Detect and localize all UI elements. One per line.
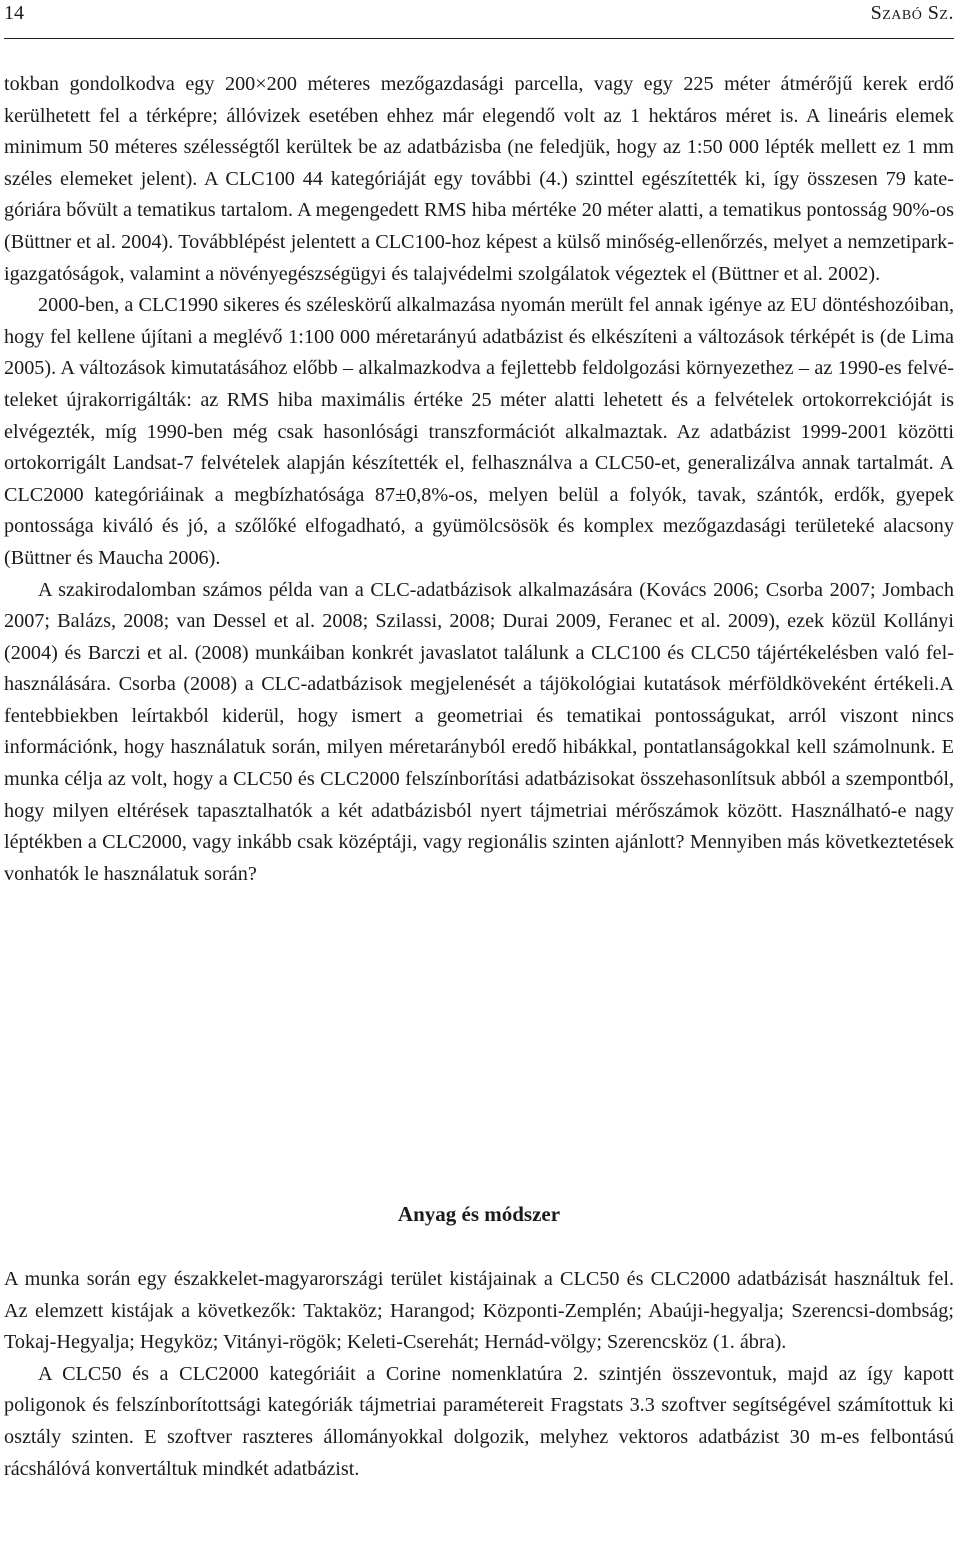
section-paragraph-2: A CLC50 és a CLC2000 kategóriáit a Corine nomenklatúra 2. szintjén összevontuk, majd az így kapott poligonok és felszínborítottsági kategóriák tájmetriai paramétereit Fragstats 3.3 szoftver segítségével számítottuk ki osztály szinten. E szoftver raszteres állományokkal dolgozik, melyhez vektoros adatbázist 30 m-es felbontású rácshálóvá konvertáltuk mindkét adatbázist. [4,1362,954,1480]
running-head: Szabó Sz. [870,2,954,24]
page-number: 14 [4,2,24,24]
section-heading: Anyag és módszer [397,1202,561,1226]
paragraph-2: 2000-ben, a CLC1990 sikeres és széleskörű alkalmazása nyomán merült fel annak igénye az EU döntéshozóiban, hogy fel kellene újítani a meglévő 1:100 000 méretarányú adatbázist és elkészíteni a változások térképét is (de Lima 2005). A változások kimutatásához előbb – alkalmazkodva a fejlettebb feldolgozási környezethez – az 1990-es felvételeket újrakorrigálták: az RMS hiba maximális értéke 25 méter alatti lehetett és a felvételek ortokorrekcióját is elvégezték, míg 1990-ben még csak hasonlósági transzformációt alkalmaztak. Az adatbázist 1999-2001 közötti ortokorrigált Landsat-7 felvételek alapján készítették el, felhasználva a CLC50-et, generalizálva annak tartalmát. A CLC2000 kategóriáinak a megbízhatósága 87±0,8%-os, melyen belül a folyók, tavak, szántók, erdők, gyepek pontossága kiváló és jó, a szőlőké elfogadható, a gyümölcsösök és komplex mezőgazdasági területeké alacsony (Büttner és Maucha 2006). [4,294,954,569]
section-text [4,1264,954,1485]
page [4,0,954,1480]
paragraph-1: tokban gondolkodva egy 200×200 méteres mezőgazdasági parcella, vagy egy 225 méter átmérőjű kerek erdő kerülhetett fel a térképre; állóvizek esetében ehhez már elegendő volt az 1 hektáros méret is. A lineáris elemek minimum 50 méteres szélességtől kerültek be az adatbázisba (ne feledjük, hogy az 1:50 000 lépték mellett ez 1 mm széles elemeket jelent). A CLC100 44 kategóriáját egy további (4.) szinttel egészítették ki, így összesen 79 kategóriára bővült a tematikus tartalom. A megengedett RMS hiba mértéke 20 méter alatti, a tematikus pontosság 90%-os (Büttner et al. 2004). Továbblépést jelentett a CLC100-hoz képest a külső minőség-ellenőrzés, melyet a nemzetipark-igazgatóságok, valamint a növényegészségügyi és talajvédelmi szolgálatok végeztek el (Büttner et al. 2002). [4,73,954,285]
section-paragraph-1: A munka során egy északkelet-magyarországi terület kistájainak a CLC50 és CLC2000 adatbázisát használtuk fel. Az elemzett kistájak a következők: Taktaköz; Harangod; Központi-Zemplén; Abaúji-hegyalja; Szerencsi-dombság; Tokaj-Hegyalja; Hegyköz; Vitányi-rögök; Keleti-Cserehát; Hernád-völgy; Szerencsköz (1. ábra). [4,1268,954,1354]
body-text [4,69,954,890]
paragraph-3: A szakirodalomban számos példa van a CLC-adatbázisok alkalmazására (Kovács 2006; Csorba 2007; Jombach 2007; Balázs, 2008; van Dessel et al. 2008; Szilassi, 2008; Durai 2009, Feranec et al. 2009), ezek közül Kollányi (2004) és Barczi et al. (2008) munkáiban konkrét javaslatot találunk a CLC100 és CLC50 tájértékelésben való felhasználására. Csorba (2008) a CLC-adatbázisok megjelenését a tájökológiai kutatások mérföldköveként értékeli.A fentebbiekben leírtakból kiderül, hogy ismert a geometriai és tematikai pontosságukat, arról viszont nincs információnk, hogy használatuk során, milyen méretarányból eredő hibákkal, pontatlanságokkal kell számolnunk. E munka célja az volt, hogy a CLC50 és CLC2000 felszínborítási adatbázisokat összehasonlítsuk abból a szempontból, hogy milyen eltérések tapasztalhatók a két adatbázisból nyert tájmetriai mérőszámok között. Használható-e nagy léptékben a CLC2000, vagy inkább csak középtáji, vagy regionális szinten ajánlott? Mennyiben más következtetések vonhatók le használatuk során? [4,578,954,885]
page-header [4,0,954,39]
